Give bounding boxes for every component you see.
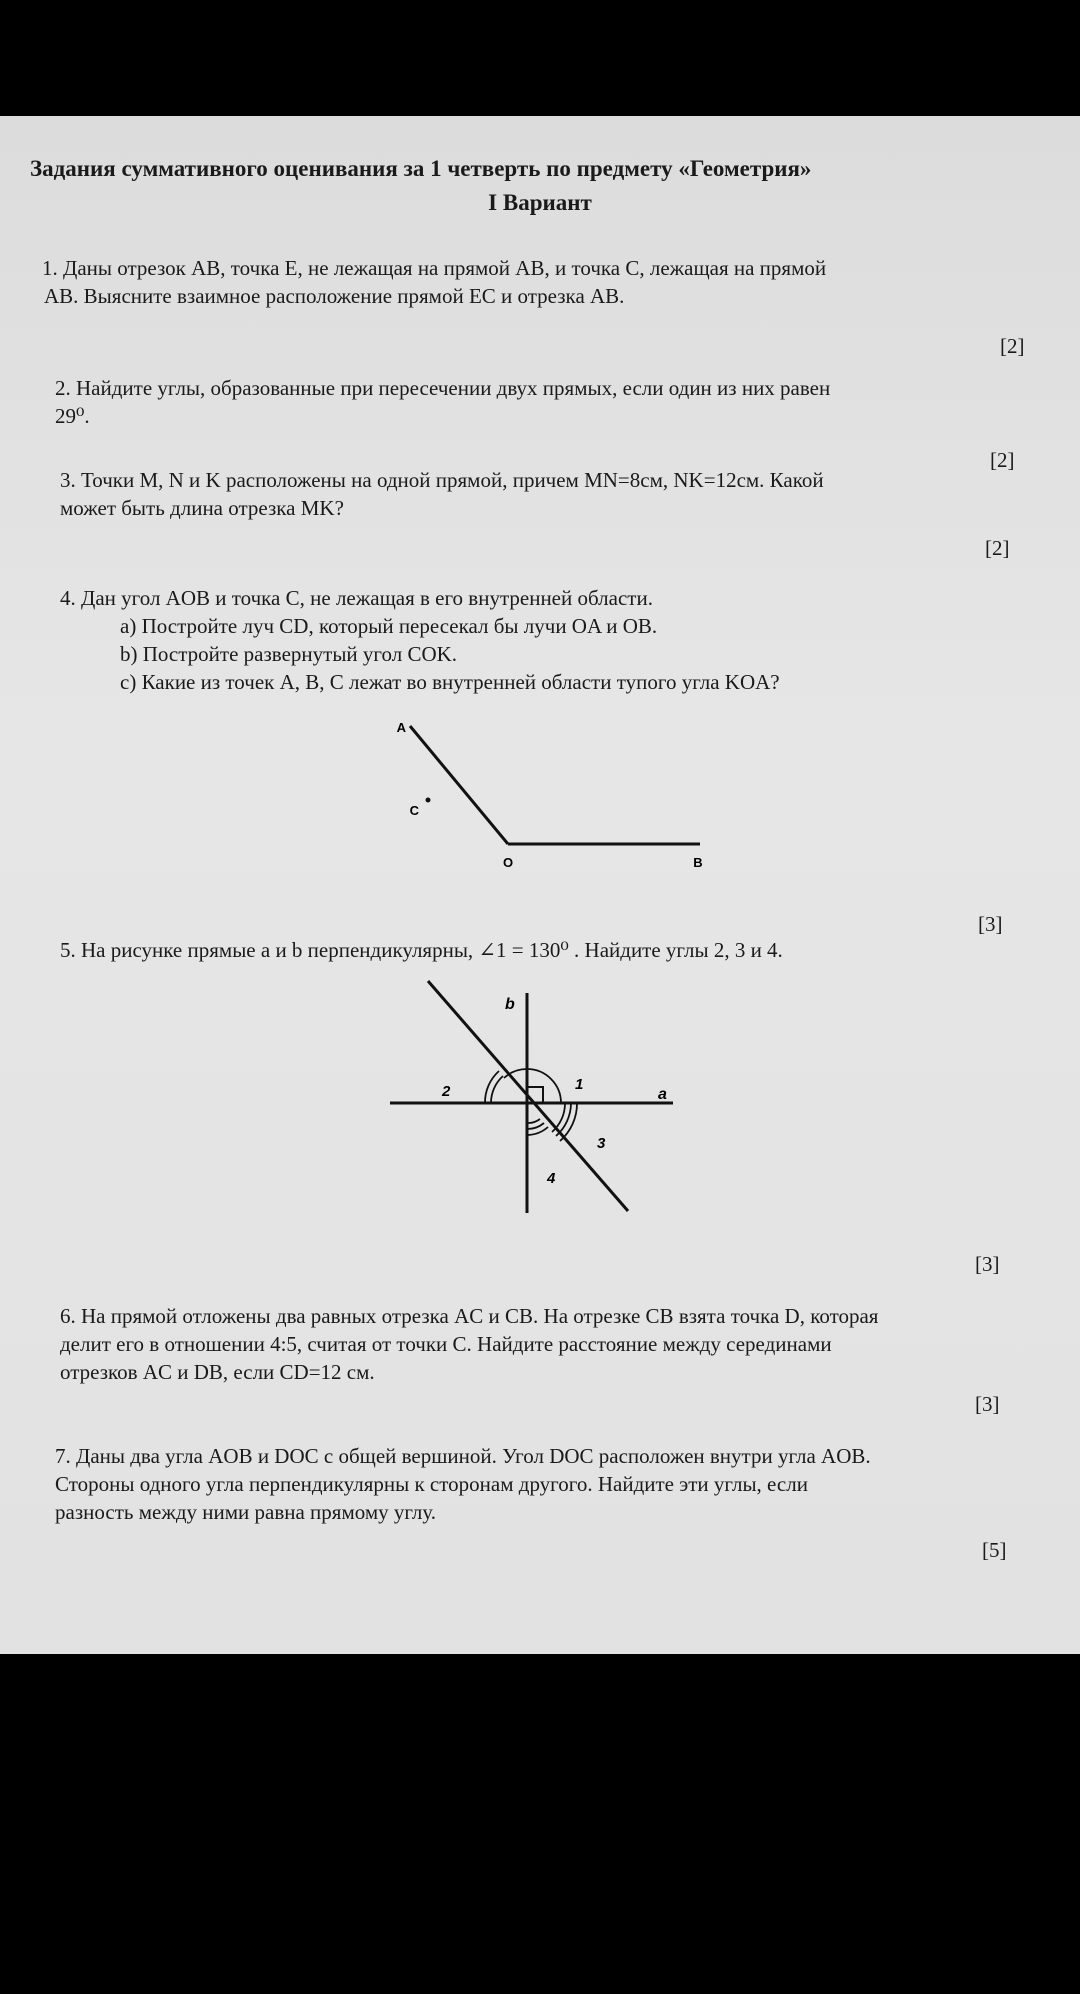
- label-b-line: b: [505, 996, 515, 1013]
- label-a-line: a: [658, 1086, 667, 1103]
- variant-heading: I Вариант: [488, 190, 592, 215]
- label-angle-4: 4: [547, 1170, 556, 1187]
- task-1-line-2: AB. Выясните взаимное расположение прямой EC и отрезка AB.: [44, 284, 625, 308]
- label-o: O: [502, 855, 514, 870]
- angle-4-arc-3: [527, 1119, 540, 1123]
- task-4-line-1: 4. Дан угол AOB и точка C, не лежащая в его внутренней области.: [60, 586, 653, 610]
- task-4-line-b: b) Постройте развернутый угол COK.: [120, 642, 458, 666]
- right-angle-mark: [527, 1087, 543, 1103]
- page-title: Задания суммативного оценивания за 1 четверть по предмету «Геометрия»: [30, 156, 812, 181]
- task-7-line-1: 7. Даны два угла AOB и DOC с общей вершиной. Угол DOC расположен внутри угла AOB.: [55, 1444, 871, 1468]
- task-2: [55, 374, 1015, 430]
- label-angle-3: 3: [597, 1135, 606, 1152]
- worksheet-page: [0, 116, 1080, 1654]
- label-b: B: [693, 855, 703, 870]
- task-6-score: [3]: [975, 1392, 1000, 1416]
- task-6-line-2: делит его в отношении 4:5, считая от точки C. Найдите расстояние между серединами: [60, 1332, 832, 1356]
- task-5-score: [3]: [975, 1252, 1000, 1276]
- task-2-line-1: 2. Найдите углы, образованные при пересечении двух прямых, если один из них равен: [55, 376, 831, 400]
- task-1-score: [2]: [1000, 334, 1025, 358]
- task-3: [60, 466, 1020, 522]
- task-3-score: [2]: [985, 536, 1010, 560]
- task-7-line-3: разность между ними равна прямому углу.: [55, 1500, 437, 1524]
- task-4-score: [3]: [978, 912, 1003, 936]
- point-c-dot: [426, 798, 431, 803]
- task-7-line-2: Стороны одного угла перпендикулярны к сторонам другого. Найдите эти углы, если: [55, 1472, 808, 1496]
- angle-2-arc-inner: [491, 1076, 503, 1103]
- task-6-line-3: отрезков AC и DB, если CD=12 см.: [60, 1360, 375, 1384]
- task-6-line-1: 6. На прямой отложены два равных отрезка AC и CB. На отрезке CB взята точка D, которая: [60, 1304, 879, 1328]
- label-c: C: [409, 803, 419, 818]
- angle-4-arc-2: [527, 1123, 544, 1129]
- task-2-line-2: 29⁰.: [55, 404, 90, 428]
- task-6: [60, 1302, 1020, 1386]
- task-2-score: [2]: [990, 448, 1015, 472]
- task-4-line-a: a) Постройте луч CD, который пересекал бы лучи OA и OB.: [120, 614, 658, 638]
- task-5: [60, 936, 1020, 964]
- task-4-line-c: c) Какие из точек A, B, C лежат во внутренней области тупого угла KOA?: [120, 670, 780, 694]
- label-a: A: [396, 720, 406, 735]
- ray-oa: [410, 726, 508, 844]
- task-7-score: [5]: [982, 1538, 1007, 1562]
- angle-aob-figure: [380, 714, 730, 874]
- task-5-line-1: 5. На рисунке прямые a и b перпендикулярны, ∠1 = 130⁰ . Найдите углы 2, 3 и 4.: [60, 938, 783, 962]
- task-4: [60, 584, 1020, 696]
- perpendicular-lines-figure: [385, 971, 695, 1221]
- label-angle-1: 1: [575, 1076, 584, 1093]
- task-7: [55, 1442, 1015, 1526]
- task-3-line-2: может быть длина отрезка MK?: [60, 496, 344, 520]
- task-1-line-1: 1. Даны отрезок AB, точка E, не лежащая на прямой AB, и точка C, лежащая на прямой: [42, 256, 827, 280]
- task-3-line-1: 3. Точки M, N и K расположены на одной прямой, причем MN=8см, NK=12см. Какой: [60, 468, 824, 492]
- task-1: [42, 254, 1002, 310]
- label-angle-2: 2: [442, 1083, 451, 1100]
